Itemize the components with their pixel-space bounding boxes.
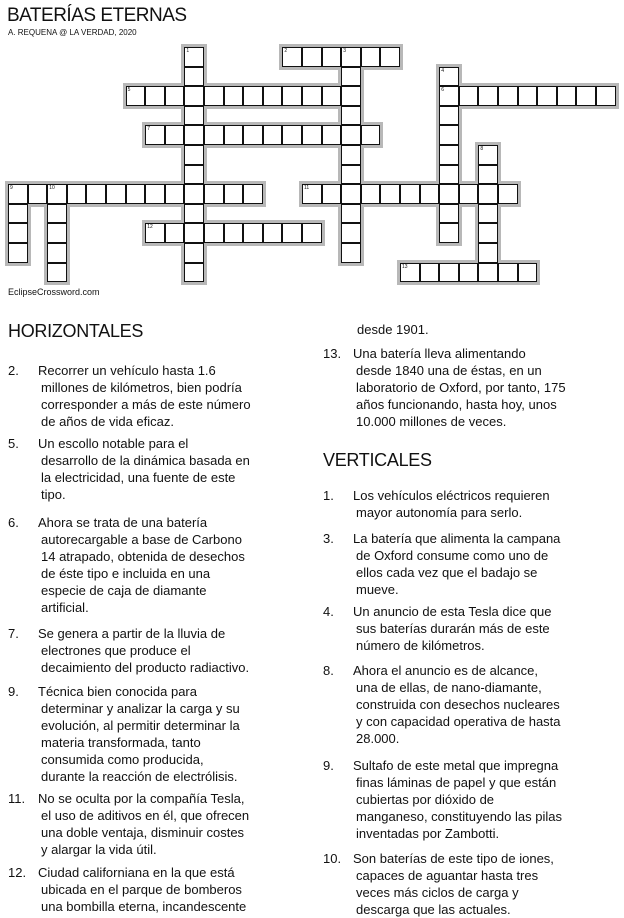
grid-cell[interactable] xyxy=(243,223,263,243)
clue-text-line: capaces de aguantar hasta tres xyxy=(356,868,539,883)
grid-cell[interactable] xyxy=(204,223,224,243)
grid-cell[interactable] xyxy=(478,223,498,243)
grid-cell[interactable] xyxy=(126,86,146,106)
clue-number: 9. xyxy=(323,758,334,773)
grid-cell[interactable] xyxy=(439,86,459,106)
clue-text-line: y con capacidad operativa de hasta xyxy=(356,714,561,729)
grid-cell[interactable] xyxy=(439,145,459,165)
clue-text-line: de éste tipo e incluida en una xyxy=(41,566,211,581)
grid-cell[interactable] xyxy=(184,243,204,263)
clue-text-line: ellos cada vez que el badajo se xyxy=(356,565,538,580)
grid-cell[interactable] xyxy=(459,263,479,283)
clue-item xyxy=(323,487,623,521)
grid-cell[interactable] xyxy=(439,263,459,283)
grid-cell[interactable] xyxy=(518,86,538,106)
grid-cell[interactable] xyxy=(204,184,224,204)
grid-cell[interactable] xyxy=(8,184,28,204)
clue-text-line: No se oculta por la compañía Tesla, xyxy=(38,791,245,806)
clue-number: 8 xyxy=(480,146,484,152)
grid-cell[interactable] xyxy=(145,86,165,106)
grid-cell[interactable] xyxy=(224,184,244,204)
clue-text-line: finas láminas de papel y que están xyxy=(356,775,557,790)
grid-cell[interactable] xyxy=(302,86,322,106)
grid-cell[interactable] xyxy=(263,223,283,243)
grid-cell[interactable] xyxy=(47,184,67,204)
clue-text-line: y alargar la vida útil. xyxy=(41,842,157,857)
heading-horizontales: HORIZONTALES xyxy=(8,321,144,341)
grid-cell[interactable] xyxy=(439,106,459,126)
clue-text-line: el uso de aditivos en él, que ofrecen xyxy=(41,808,250,823)
clue-text-line: 14 atrapado, obtenida de desechos xyxy=(41,549,245,564)
puzzle-title: BATERÍAS ETERNAS xyxy=(7,5,187,26)
grid-cell[interactable] xyxy=(478,243,498,263)
clue-text-line: sus baterías durarán más de este xyxy=(356,621,550,636)
clue-text-line: mueve. xyxy=(356,582,399,597)
grid-cell[interactable] xyxy=(145,125,165,145)
grid-cell[interactable] xyxy=(596,86,616,106)
grid-cell[interactable] xyxy=(361,184,381,204)
grid-cell[interactable] xyxy=(106,184,126,204)
grid-cell[interactable] xyxy=(282,125,302,145)
grid-cell[interactable] xyxy=(518,263,538,283)
clue-item xyxy=(323,850,623,918)
clue-text-line: Los vehículos eléctricos requieren xyxy=(353,488,550,503)
clue-text-line: artificial. xyxy=(41,600,89,615)
grid-cell[interactable] xyxy=(341,243,361,263)
clue-text-line: consumida como producida, xyxy=(41,752,204,767)
grid-cell[interactable] xyxy=(282,47,302,67)
clue-text-line: Sultafo de este metal que impregna xyxy=(353,758,559,773)
clue-continuation: desde 1901. xyxy=(357,322,429,337)
grid-cell[interactable] xyxy=(67,184,87,204)
clue-text-line: millones de kilómetros, bien podría xyxy=(41,380,242,395)
clue-item xyxy=(8,625,308,676)
grid-cell[interactable] xyxy=(165,184,185,204)
clue-text-line: La batería que alimenta la campana xyxy=(353,531,561,546)
grid-cell[interactable] xyxy=(224,223,244,243)
grid-cell[interactable] xyxy=(341,184,361,204)
grid-cell[interactable] xyxy=(439,223,459,243)
grid-cell[interactable] xyxy=(47,223,67,243)
clue-number: 5 xyxy=(127,87,131,94)
grid-cell[interactable] xyxy=(478,263,498,283)
grid-cell[interactable] xyxy=(439,125,459,145)
clue-text-line: decaimiento del producto radiactivo. xyxy=(41,660,250,675)
grid-cell[interactable] xyxy=(224,86,244,106)
grid-cell[interactable] xyxy=(341,165,361,185)
grid-cell[interactable] xyxy=(165,86,185,106)
clue-text-line: Un anuncio de esta Tesla dice que xyxy=(353,604,552,619)
clue-item xyxy=(323,530,623,598)
grid-cell[interactable] xyxy=(322,184,342,204)
clue-text-line: electrones que produce el xyxy=(41,643,191,658)
grid-cell[interactable] xyxy=(243,184,263,204)
clue-text-line: determinar y analizar la carga y su xyxy=(41,701,240,716)
grid-cell[interactable] xyxy=(361,125,381,145)
grid-cell[interactable] xyxy=(184,204,204,224)
clue-number: 7. xyxy=(8,626,19,641)
clue-item xyxy=(8,362,308,430)
heading-verticales: VERTICALES xyxy=(323,450,432,470)
clue-text-line: desarrollo de la dinámica basada en xyxy=(41,453,250,468)
grid-cell[interactable] xyxy=(341,223,361,243)
grid-cell[interactable] xyxy=(184,86,204,106)
clue-number: 3. xyxy=(323,531,334,546)
grid-cell[interactable] xyxy=(420,263,440,283)
grid-cell[interactable] xyxy=(322,125,342,145)
grid-cell[interactable] xyxy=(420,184,440,204)
clue-item xyxy=(323,345,623,430)
clue-text-line: Son baterías de este tipo de iones, xyxy=(353,851,554,866)
grid-cell[interactable] xyxy=(341,204,361,224)
clue-item xyxy=(8,864,308,915)
clue-text-line: inventadas por Zambotti. xyxy=(356,826,500,841)
grid-cell[interactable] xyxy=(165,223,185,243)
grid-cell[interactable] xyxy=(184,145,204,165)
grid-cell[interactable] xyxy=(478,184,498,204)
clue-item xyxy=(323,662,623,747)
clue-number: 2 xyxy=(284,48,288,54)
grid-cell[interactable] xyxy=(557,86,577,106)
clue-number: 5. xyxy=(8,436,19,451)
grid-cell[interactable] xyxy=(204,125,224,145)
grid-cell[interactable] xyxy=(184,125,204,145)
clue-number: 10 xyxy=(49,185,55,192)
clue-number: 9 xyxy=(10,185,13,192)
clue-number: 1. xyxy=(323,488,334,503)
grid-cell[interactable] xyxy=(184,184,204,204)
clue-text-line: número de kilómetros. xyxy=(356,638,485,653)
grid-cell[interactable] xyxy=(184,223,204,243)
clue-item xyxy=(323,757,623,842)
clue-text-line: materia transformada, tanto xyxy=(41,735,201,750)
clue-number: 6. xyxy=(8,515,19,530)
grid-cell[interactable] xyxy=(478,86,498,106)
clue-number: 13. xyxy=(323,346,342,361)
grid-cell[interactable] xyxy=(459,184,479,204)
grid-cell[interactable] xyxy=(322,86,342,106)
grid-cell[interactable] xyxy=(145,223,165,243)
clue-text-line: Una batería lleva alimentando xyxy=(353,346,526,361)
clue-text-line: Se genera a partir de la lluvia de xyxy=(38,626,226,641)
clue-text-line: mayor autonomía para serlo. xyxy=(356,505,523,520)
clue-text-line: Ahora se trata de una batería xyxy=(38,515,208,530)
grid-cell[interactable] xyxy=(380,184,400,204)
grid-cell[interactable] xyxy=(380,47,400,67)
clue-number: 8. xyxy=(323,663,334,678)
grid-cell[interactable] xyxy=(478,145,498,165)
grid-cell[interactable] xyxy=(184,263,204,283)
grid-cell[interactable] xyxy=(459,86,479,106)
grid-cell[interactable] xyxy=(47,204,67,224)
grid-cell[interactable] xyxy=(341,86,361,106)
grid-cell[interactable] xyxy=(341,106,361,126)
grid-cell[interactable] xyxy=(8,223,28,243)
grid-cell[interactable] xyxy=(400,263,420,283)
grid-cell[interactable] xyxy=(184,67,204,87)
clue-number: 4. xyxy=(323,604,334,619)
grid-cell[interactable] xyxy=(537,86,557,106)
grid-cell[interactable] xyxy=(47,243,67,263)
clue-text-line: laboratorio de Oxford, por tanto, 175 xyxy=(356,380,566,395)
grid-cell[interactable] xyxy=(302,125,322,145)
clue-text-line: Técnica bien conocida para xyxy=(38,684,197,699)
grid-cell[interactable] xyxy=(341,67,361,87)
clue-text-line: la electricidad, una fuente de este xyxy=(41,470,236,485)
clue-text-line: especie de caja de diamante xyxy=(41,583,207,598)
grid-cell[interactable] xyxy=(400,184,420,204)
grid-cell[interactable] xyxy=(439,67,459,87)
credit-text: EclipseCrossword.com xyxy=(8,287,100,297)
clue-text-line: tipo. xyxy=(41,487,66,502)
grid-cell[interactable] xyxy=(478,165,498,185)
clue-text-line: manganeso, constituyendo las pilas xyxy=(356,809,562,824)
grid-cell[interactable] xyxy=(224,125,244,145)
clue-number: 12 xyxy=(147,224,153,231)
clue-item xyxy=(8,514,308,616)
clue-text-line: una bombilla eterna, incandescente xyxy=(41,899,247,914)
grid-cell[interactable] xyxy=(184,165,204,185)
clue-text-line: una doble ventaja, disminuir costes xyxy=(41,825,245,840)
grid-cell[interactable] xyxy=(341,145,361,165)
clue-item xyxy=(323,603,623,654)
clue-text-line: 10.000 millones de veces. xyxy=(356,414,507,429)
grid-cell[interactable] xyxy=(498,263,518,283)
clue-number: 4 xyxy=(441,67,444,74)
clue-number: 11 xyxy=(304,185,310,192)
grid-cell[interactable] xyxy=(8,243,28,263)
clue-number: 11. xyxy=(8,791,26,806)
clue-number: 9. xyxy=(8,684,19,699)
clue-text-line: Recorrer un vehículo hasta 1.6 xyxy=(38,363,216,378)
grid-cell[interactable] xyxy=(263,125,283,145)
clue-number: 7 xyxy=(147,126,150,133)
grid-cell[interactable] xyxy=(28,184,48,204)
clue-text-line: veces más ciclos de carga y xyxy=(356,885,519,900)
clue-item xyxy=(8,683,308,785)
clue-text-line: de años de vida eficaz. xyxy=(41,414,174,429)
grid-cell[interactable] xyxy=(145,184,165,204)
clue-number: 6 xyxy=(441,87,444,94)
grid-cell[interactable] xyxy=(478,204,498,224)
grid-cell[interactable] xyxy=(243,125,263,145)
clue-item xyxy=(8,435,308,503)
grid-cell[interactable] xyxy=(204,86,224,106)
grid-cell[interactable] xyxy=(439,204,459,224)
grid-cell[interactable] xyxy=(341,125,361,145)
grid-cell[interactable] xyxy=(8,204,28,224)
grid-cell[interactable] xyxy=(282,86,302,106)
grid-cell[interactable] xyxy=(86,184,106,204)
clue-text-line: descarga que las actuales. xyxy=(356,902,511,917)
clue-text-line: autorecargable a base de Carbono xyxy=(41,532,242,547)
clue-text-line: Ciudad californiana en la que está xyxy=(38,865,235,880)
grid-cell[interactable] xyxy=(576,86,596,106)
crossword-grid xyxy=(0,0,624,300)
clue-text-line: cubiertas por dióxido de xyxy=(356,792,495,807)
grid-cell[interactable] xyxy=(263,86,283,106)
grid-cell[interactable] xyxy=(302,47,322,67)
clue-text-line: construida con desechos nucleares xyxy=(356,697,560,712)
puzzle-byline: A. REQUENA @ LA VERDAD, 2020 xyxy=(8,28,137,37)
clue-text-line: Ahora el anuncio es de alcance, xyxy=(353,663,539,678)
grid-cell[interactable] xyxy=(47,263,67,283)
grid-cell[interactable] xyxy=(361,47,381,67)
clue-text-line: durante la reacción de electrólisis. xyxy=(41,769,238,784)
grid-cell[interactable] xyxy=(498,184,518,204)
grid-cell[interactable] xyxy=(126,184,146,204)
grid-cell[interactable] xyxy=(498,86,518,106)
clue-number: 10. xyxy=(323,851,342,866)
grid-cell[interactable] xyxy=(184,47,204,67)
clue-number: 12. xyxy=(8,865,27,880)
grid-cell[interactable] xyxy=(341,47,361,67)
grid-cell[interactable] xyxy=(322,47,342,67)
grid-cell[interactable] xyxy=(302,184,322,204)
clue-text-line: de Oxford consume como uno de xyxy=(356,548,549,563)
clue-item xyxy=(8,790,308,858)
grid-cell[interactable] xyxy=(282,223,302,243)
grid-cell[interactable] xyxy=(165,125,185,145)
grid-cell[interactable] xyxy=(184,106,204,126)
clue-text-line: corresponder a más de este número xyxy=(41,397,251,412)
clue-number: 13 xyxy=(402,263,408,270)
clue-text-line: Un escollo notable para el xyxy=(38,436,189,451)
clue-text-line: ubicada en el parque de bomberos xyxy=(41,882,242,897)
clue-number: 3 xyxy=(343,48,346,54)
clue-text-line: años funcionando, hasta hoy, unos xyxy=(356,397,557,412)
grid-cell[interactable] xyxy=(243,86,263,106)
grid-cell[interactable] xyxy=(439,184,459,204)
clue-text-line: desde 1840 una de éstas, en un xyxy=(356,363,542,378)
clue-text-line: evolución, al permitir determinar la xyxy=(41,718,240,733)
clue-number: 1 xyxy=(186,48,190,54)
grid-cell[interactable] xyxy=(302,223,322,243)
clue-number: 2. xyxy=(8,363,19,378)
clue-text-line: una de ellas, de nano-diamante, xyxy=(356,680,542,695)
clue-text-line: 28.000. xyxy=(356,731,400,746)
grid-cell[interactable] xyxy=(439,165,459,185)
